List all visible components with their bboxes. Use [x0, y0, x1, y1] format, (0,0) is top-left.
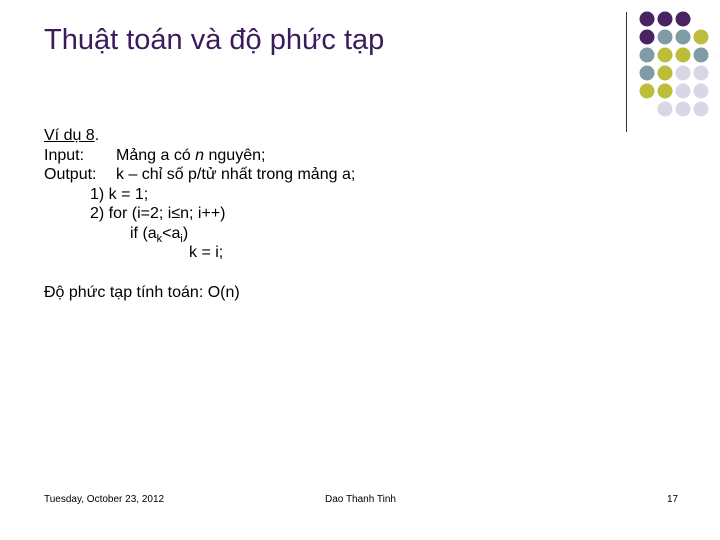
- footer-date: Tuesday, October 23, 2012: [44, 494, 165, 505]
- step2-b: n; i++): [180, 205, 226, 222]
- subscript-k: k: [156, 232, 163, 245]
- output-line: [44, 165, 356, 185]
- decorative-dot: [676, 30, 691, 45]
- if-end: ): [182, 224, 189, 242]
- if-mid: <a: [162, 224, 181, 242]
- algorithm-step-2: [44, 204, 240, 224]
- input-label: Input:: [44, 146, 85, 164]
- decorative-dot: [694, 102, 709, 117]
- decorative-dot: [640, 66, 655, 81]
- output-text: k – chỉ số p/tử nhất trong mảng a;: [116, 166, 356, 183]
- decorative-dot: [694, 48, 709, 63]
- footer-author: Dao Thanh Tinh: [325, 494, 396, 505]
- page-number: 17: [667, 494, 679, 505]
- decorative-dot: [640, 84, 655, 99]
- decorative-dot: [658, 66, 673, 81]
- output-label: Output:: [44, 166, 97, 183]
- input-text-a: Mảng a có: [116, 146, 196, 164]
- decorative-dot: [640, 48, 655, 63]
- algorithm-assign-line: k = i;: [189, 244, 224, 261]
- decorative-dot: [658, 12, 673, 27]
- decorative-dot: [676, 84, 691, 99]
- decorative-dot: [676, 12, 691, 27]
- input-text-n: n: [195, 146, 205, 164]
- input-line: [44, 146, 266, 166]
- decorative-dot-grid: [0, 0, 720, 140]
- step2-a: 2) for (i=2; i: [90, 205, 172, 222]
- decorative-dot: [694, 66, 709, 81]
- example-suffix: .: [94, 127, 100, 144]
- slide-title: Thuật toán và độ phức tạp: [44, 24, 385, 56]
- decorative-dot: [658, 30, 673, 45]
- slide-body: [44, 126, 356, 302]
- decorative-dot: [676, 66, 691, 81]
- if-a: if (a: [130, 224, 157, 242]
- decorative-dot: [640, 12, 655, 27]
- decorative-dot: [694, 30, 709, 45]
- decorative-dot: [694, 84, 709, 99]
- decorative-dot: [658, 84, 673, 99]
- decorative-dot: [658, 102, 673, 117]
- input-text: [116, 146, 265, 166]
- decorative-dot: [658, 48, 673, 63]
- decorative-dot: [676, 48, 691, 63]
- divider-line: [626, 12, 627, 132]
- algorithm-step-1: 1) k = 1;: [90, 185, 149, 203]
- example-label: Ví dụ 8: [44, 127, 95, 144]
- complexity-text: Độ phức tạp tính toán: O(n): [44, 283, 240, 301]
- example-heading: [44, 126, 240, 146]
- decorative-dot: [640, 30, 655, 45]
- input-text-b: nguyên;: [204, 146, 266, 164]
- algorithm-if-line: [44, 224, 240, 244]
- decorative-dot: [676, 102, 691, 117]
- le-symbol: ≤: [171, 205, 181, 222]
- subscript-i: i: [180, 232, 183, 245]
